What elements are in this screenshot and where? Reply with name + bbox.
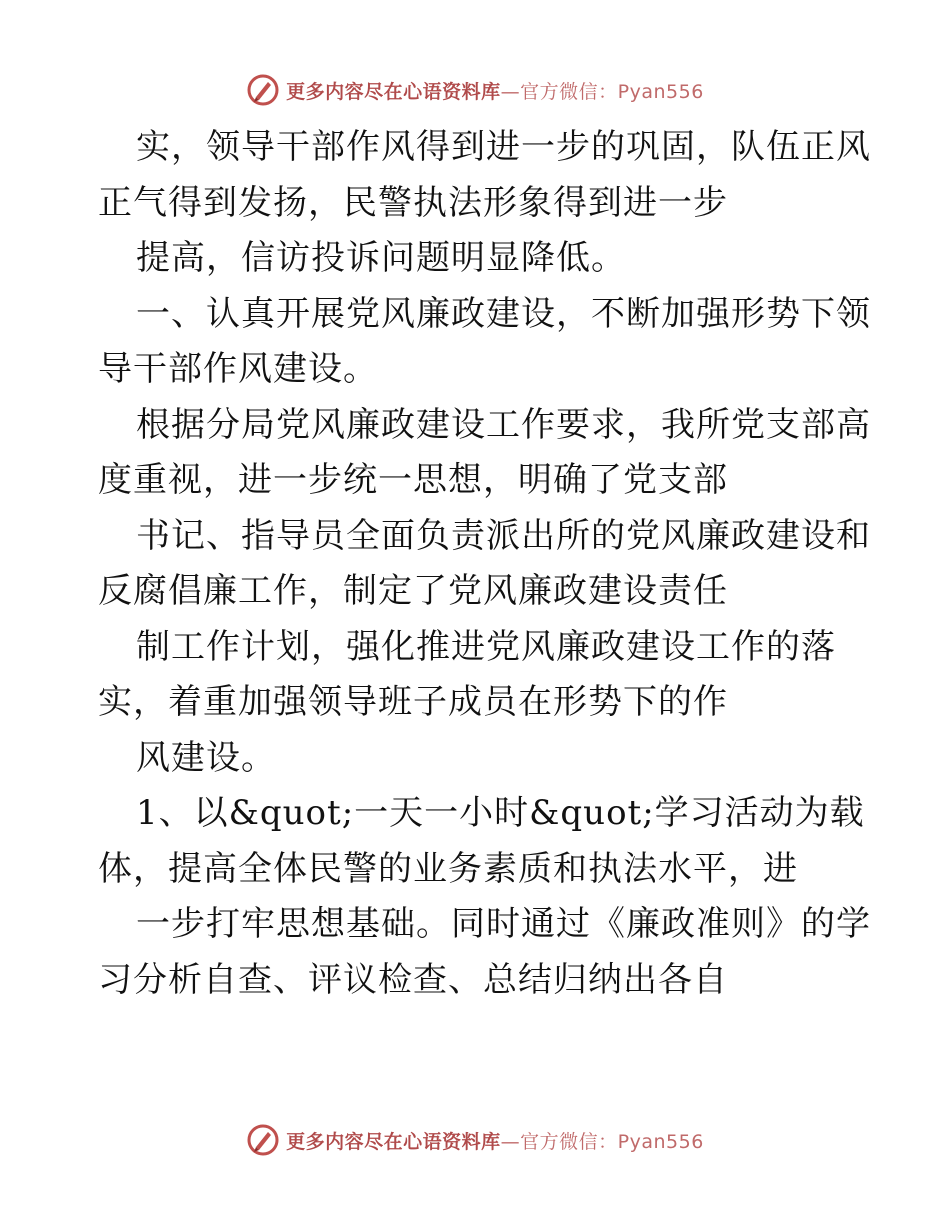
body-line: 风建设。 [136, 737, 276, 778]
footer-banner-main: 更多内容尽在心语资料库 [286, 1130, 501, 1153]
document-body [98, 120, 871, 1008]
body-line: 1、以&quot;一天一小时&quot;学习活动为载 [136, 793, 865, 833]
body-line: 实，着重加强领导班子成员在形势下的作 [98, 682, 728, 722]
pen-logo-icon [246, 73, 280, 107]
footer-banner-text [286, 1127, 704, 1154]
body-line: 书记、指导员全面负责派出所的党风廉政建设和 [136, 515, 871, 556]
header-banner-main: 更多内容尽在心语资料库 [286, 80, 501, 103]
body-line: 实，领导干部作风得到进一步的巩固，队伍正风 [136, 127, 871, 167]
body-line: 体，提高全体民警的业务素质和执法水平，进 [98, 848, 798, 889]
footer-watermark-banner [0, 1122, 950, 1158]
header-banner-text [286, 77, 704, 104]
header-banner-sub: —官方微信：Pyan556 [500, 80, 704, 103]
body-line: 反腐倡廉工作，制定了党风廉政建设责任 [98, 571, 728, 611]
body-line: 正气得到发扬，民警执法形象得到进一步 [98, 182, 728, 223]
body-line: 一步打牢思想基础。同时通过《廉政准则》的学 [136, 904, 871, 944]
body-line: 提高，信访投诉问题明显降低。 [136, 238, 626, 278]
section-heading-cont: 导干部作风建设。 [98, 349, 378, 389]
footer-banner-sub: —官方微信：Pyan556 [500, 1130, 704, 1153]
body-line: 习分析自查、评议检查、总结归纳出各自 [98, 959, 728, 1000]
body-line: 制工作计划，强化推进党风廉政建设工作的落 [136, 626, 836, 667]
pen-logo-icon [246, 1123, 280, 1157]
body-line: 度重视，进一步统一思想，明确了党支部 [98, 460, 728, 500]
section-heading: 一、认真开展党风廉政建设，不断加强形势下领 [136, 293, 871, 334]
header-watermark-banner [0, 72, 950, 108]
body-line: 根据分局党风廉政建设工作要求，我所党支部高 [136, 404, 871, 445]
